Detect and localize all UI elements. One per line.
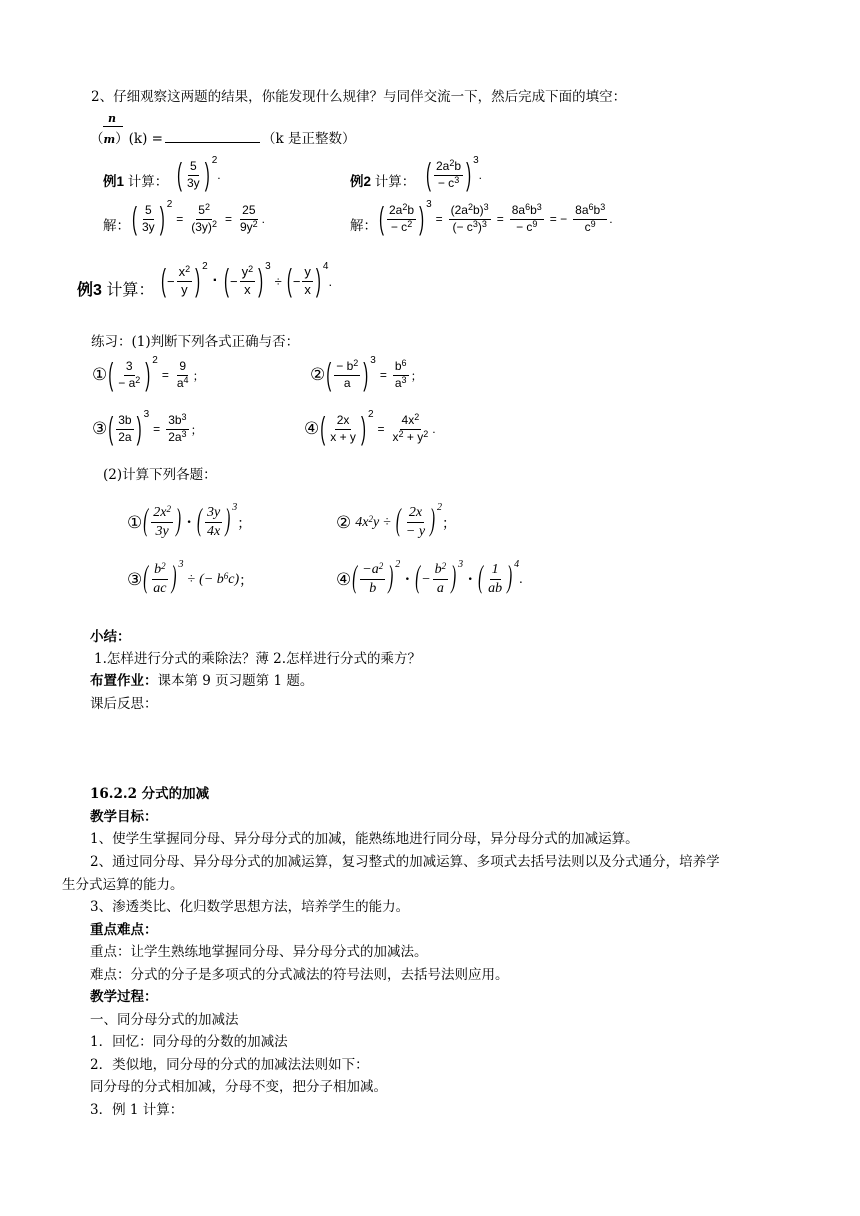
- rule-paren-open: （: [90, 131, 104, 147]
- question-2: 2、仔细观察这两题的结果，你能发现什么规律？与同伴交流一下，然后完成下面的填空：: [91, 89, 627, 105]
- rule-denominator: m: [103, 133, 116, 146]
- practice-2-item-1: ① ( $\frac{2x^2}{3y}$ ) · ( $\frac{3y}{4x}$ ) 3 ；: [127, 502, 252, 540]
- practice-1-title: 练习：(1)判断下列各式正确与否：: [91, 334, 300, 350]
- practice-2-item-2: ② $4x^2y$ ÷ ( $\frac{2x}{- y}$ ) 2 ；: [336, 502, 457, 540]
- rule-numerator: n: [108, 112, 116, 125]
- process-title: 教学过程：: [90, 989, 158, 1005]
- goal-2-line-1: 2、通过同分母、异分母分式的加减运算，复习整式的加减运算、多项式去括号法则以及分式通分，培养学: [90, 854, 720, 870]
- example-3-text: 计算：: [106, 282, 155, 299]
- reflection-label: 课后反思：: [90, 696, 158, 712]
- rule-paren-close: ）(k) =: [115, 131, 163, 147]
- marker-4: ④: [304, 419, 320, 439]
- goal-title: 教学目标：: [90, 809, 158, 825]
- practice-2-item-4: ④ ( $\frac{-a^2}{b}$ ) 2 · ( − $\frac{b^2}{a}$ ) 3 · ( $\frac{1}{ab}$ ) 4 .: [336, 559, 523, 597]
- section-heading: 16.2.2 分式的加减: [90, 786, 210, 802]
- marker-3: ③: [127, 569, 143, 589]
- example-3-prompt: [77, 281, 154, 300]
- process-step-4: 3．例 1 计算：: [90, 1102, 184, 1118]
- rule-fraction-bar: [103, 126, 123, 127]
- practice-2-item-3: ③ ( $\frac{b^2}{ac}$ ) 3 ÷ (− $b^6c$) ；: [127, 559, 254, 597]
- rule-expression: [90, 130, 355, 147]
- answer-blank[interactable]: [165, 130, 260, 143]
- example-1-label: 例1: [103, 174, 125, 189]
- practice-1-item-3: ③ ( $\frac{3b}{2a}$ ) 3 = $\frac{3b^3}{2a^3}$ ；: [92, 408, 203, 448]
- example-2-label: 例2: [350, 174, 372, 189]
- practice-1-item-4: ④ ( $\frac{2x}{x + y}$ ) 2 = $\frac{4x^2}{x^2 + y^2}$ .: [304, 408, 436, 448]
- practice-1-item-1: ① ( $\frac{3}{- a^2}$ ) 2 = $\frac{9}{a^4}$ ；: [92, 354, 205, 394]
- example-2-expression: ( $\frac{2a^2b}{- c^3}$ ) 3 .: [426, 154, 482, 194]
- difficulty-point: 难点：分式的分子是多项式的分式减法的符号法则，去括号法则应用。: [90, 967, 509, 983]
- key-point: 重点：让学生熟练地掌握同分母、异分母分式的加减法。: [90, 944, 428, 960]
- practice-2-title: (2)计算下列各题：: [103, 467, 217, 483]
- example-1-solve-label: 解：: [103, 218, 130, 233]
- summary-title: 小结：: [90, 629, 131, 645]
- marker-3: ③: [92, 419, 108, 439]
- marker-1: ①: [92, 365, 108, 385]
- process-step-2: 1．回忆：同分母的分数的加减法: [90, 1034, 288, 1050]
- goal-2-line-2: 生分式运算的能力。: [62, 877, 184, 893]
- homework-line: [90, 673, 313, 689]
- example-2-prompt: [350, 174, 415, 190]
- key-title: 重点难点：: [90, 922, 158, 938]
- summary-questions: 1.怎样进行分式的乘除法？薄 2.怎样进行分式的乘方？: [94, 651, 422, 667]
- example-3-expression: ( − $\frac{x^2}{y}$ ) 2 · ( − $\frac{y^2}{x}$ ) 3 ÷ ( − $\frac{y}{x}$ ) 4 .: [161, 260, 333, 300]
- marker-2: ②: [310, 365, 326, 385]
- example-2-text: 计算：: [374, 174, 416, 189]
- goal-3: 3、渗透类比、化归数学思想方法，培养学生的能力。: [90, 899, 410, 915]
- marker-4: ④: [336, 569, 352, 589]
- rule-note: （k 是正整数）: [261, 131, 356, 147]
- example-2-solve-label: 解：: [350, 218, 377, 233]
- example-1-solution: ( $\frac{5}{3y}$ ) 2 = $\frac{5^2}{(3y)^2}$ = $\frac{25}{9y^2}$ .: [132, 198, 266, 238]
- homework-label: 布置作业：: [90, 673, 158, 689]
- process-rule: 同分母的分式相加减，分母不变，把分子相加减。: [90, 1079, 387, 1095]
- example-1-prompt: [103, 174, 168, 190]
- marker-1: ①: [127, 512, 143, 532]
- example-2-solution: ( $\frac{2a^2b}{- c^2}$ ) 3 = $\frac{(2a^2b)^3}{(- c^3)^3}$ = $\frac{8a^6b^3}{- c^9}$ = − $\frac{8a^6b^3}{c^9}$ .: [379, 198, 613, 238]
- process-step-3: 2．类似地，同分母的分式的加减法法则如下：: [90, 1057, 369, 1073]
- example-1-text: 计算：: [127, 174, 169, 189]
- marker-2: ②: [336, 512, 352, 532]
- goal-1: 1、使学生掌握同分母、异分母分式的加减，能熟练地进行同分母，异分母分式的加减运算。: [90, 831, 639, 847]
- practice-1-item-2: ② ( $\frac{- b^2}{a}$ ) 3 = $\frac{b^6}{a^3}$ ；: [310, 354, 423, 394]
- example-3-label: 例3: [77, 282, 102, 299]
- process-step-1: 一、同分母分式的加减法: [90, 1012, 239, 1028]
- example-1-expression: ( $\frac{5}{3y}$ ) 2 .: [177, 154, 221, 194]
- homework-text: 课本第 9 页习题第 1 题。: [157, 673, 314, 689]
